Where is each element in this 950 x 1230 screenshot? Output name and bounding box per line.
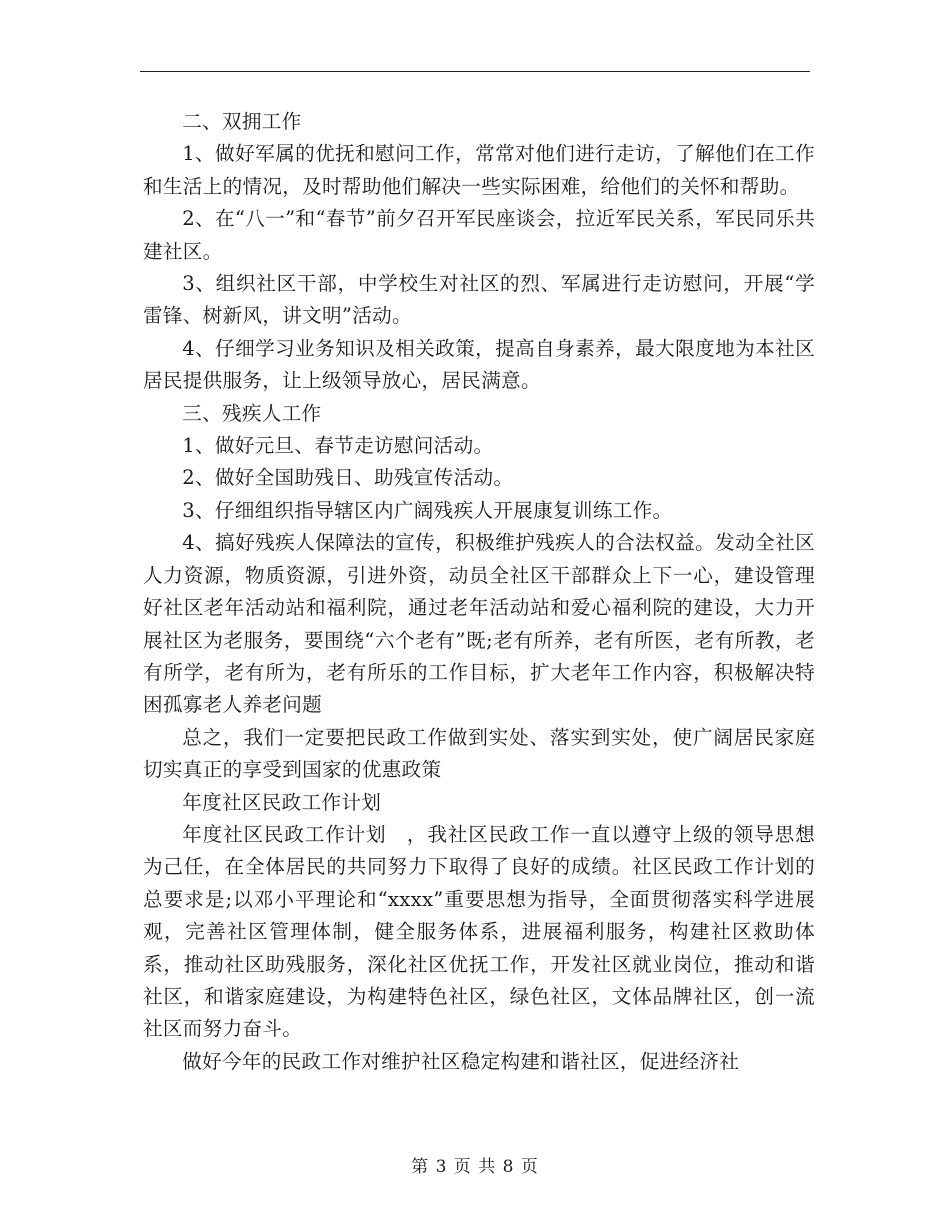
paragraph: 2、在“八一”和“春节”前夕召开军民座谈会，拉近军民关系，军民同乐共建社区。 [143,207,815,263]
paragraph: 1、做好元旦、春节走访慰问活动。 [182,434,494,458]
paragraph: 3、组织社区干部，中学校生对社区的烈、军属进行走访慰问，开展“学雷锋、树新风，讲文明”活动。 [143,272,815,328]
paragraph: 总之，我们一定要把民政工作做到实处、落实到实处，使广阔居民家庭切实真正的享受到国家的优惠政策 [143,725,815,782]
paragraph: 做好今年的民政工作对维护社区稳定构建和谐社区，促进经济社 [182,1049,740,1073]
section-heading-disabled-work: 三、残疾人工作 [182,401,322,425]
paragraph: 4、仔细学习业务知识及相关政策，提高自身素养，最大限度地为本社区居民提供服务，让上级领导放心，居民满意。 [143,336,815,393]
paragraph: 2、做好全国助残日、助残宣传活动。 [182,466,514,490]
document-body [143,106,815,1078]
header-rule [140,71,810,72]
paragraph: 1、做好军属的优抚和慰问工作，常常对他们进行走访，了解他们在工作和生活上的情况，及时帮助他们解决一些实际困难，给他们的关怀和帮助。 [143,142,815,198]
paragraph: 年度社区民政工作计划 ，我社区民政工作一直以遵守上级的领导思想为己任，在全体居民的共同努力下取得了良好的成绩。社区民政工作计划的总要求是;以邓小平理论和“xxxx”重要思想为指导，全面贯彻落实科学进展观，完善社区管理体制，健全服务体系，进展福利服务，构建社区救助体系，推动社区助残服务，深化社区优抚工作，开发社区就业岗位，推动和谐社区，和谐家庭建设，为构建特色社区，绿色社区，文体品牌社区，创一流社区而努力奋斗。 [143,822,815,1041]
section-heading-annual-plan: 年度社区民政工作计划 [182,790,382,814]
page-number-footer: 第 3 页 共 8 页 [411,1157,539,1177]
section-heading-double-support: 二、双拥工作 [182,110,302,133]
paragraph: 4、搞好残疾人保障法的宣传，积极维护残疾人的合法权益。发动全社区人力资源，物质资源，引进外资，动员全社区干部群众上下一心，建设管理好社区老年活动站和福利院，通过老年活动站和爱心福利院的建设，大力开展社区为老服务，要围绕“六个老有”既;老有所养，老有所医，老有所教，老有所学，老有所为，老有所乐的工作目标，扩大老年工作内容，积极解决特困孤寡老人养老问题 [143,531,815,717]
paragraph: 3、仔细组织指导辖区内广阔残疾人开展康复训练工作。 [182,498,673,522]
